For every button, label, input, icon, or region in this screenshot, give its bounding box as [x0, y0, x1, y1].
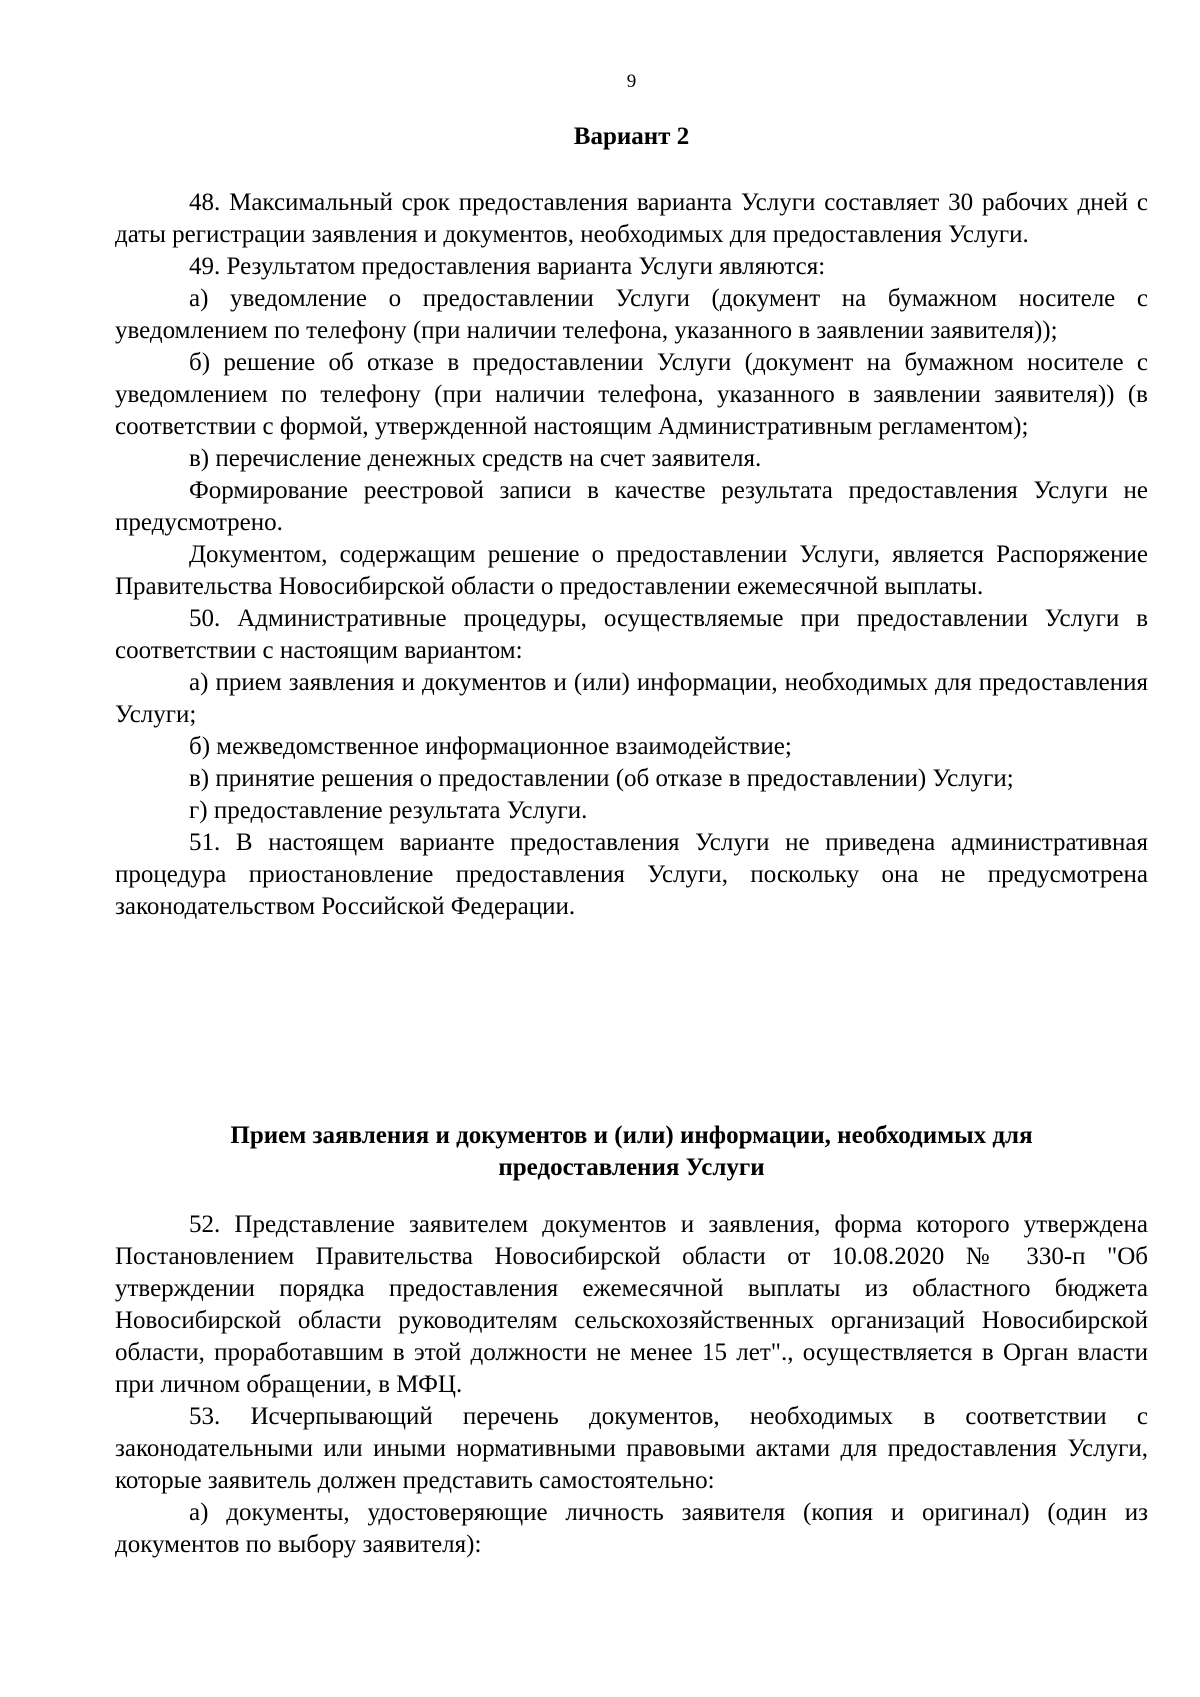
paragraph-49-a: а) уведомление о предоставлении Услуги (документ на бумажном носителе с уведомлением по телефону (при наличии телефона, указанного в заявлении заявителя));	[115, 285, 1148, 344]
paragraph-50-a: а) прием заявления и документов и (или) информации, необходимых для предоставления Услуги;	[115, 669, 1148, 728]
variant-body	[115, 187, 1148, 923]
paragraph-50: 50. Административные процедуры, осуществляемые при предоставлении Услуги в соответствии с настоящим вариантом:	[115, 605, 1148, 664]
paragraph-50-b: б) межведомственное информационное взаимодействие;	[189, 733, 792, 760]
section-body	[115, 1209, 1148, 1561]
paragraph-53: 53. Исчерпывающий перечень документов, необходимых в соответствии с законодательными или иными нормативными правовыми актами для предоставления Услуги, которые заявитель должен представить самостоятельно:	[115, 1403, 1148, 1494]
section-heading	[115, 1120, 1148, 1184]
page-number: 9	[626, 71, 637, 92]
paragraph-53-a: а) документы, удостоверяющие личность заявителя (копия и оригинал) (один из документов по выбору заявителя):	[115, 1499, 1148, 1558]
paragraph-49: 49. Результатом предоставления варианта Услуги являются:	[189, 253, 826, 280]
section-heading-line-2: предоставления Услуги	[498, 1154, 765, 1181]
paragraph-decision-document: Документом, содержащим решение о предоставлении Услуги, является Распоряжение Правительства Новосибирской области о предоставлении ежемесячной выплаты.	[115, 541, 1148, 600]
variant-heading: Вариант 2	[573, 123, 690, 150]
paragraph-50-c: в) принятие решения о предоставлении (об отказе в предоставлении) Услуги;	[189, 765, 1014, 792]
section-heading-line-1: Прием заявления и документов и (или) информации, необходимых для	[230, 1122, 1033, 1149]
paragraph-registry-note: Формирование реестровой записи в качестве результата предоставления Услуги не предусмотрено.	[115, 477, 1148, 536]
paragraph-48: 48. Максимальный срок предоставления варианта Услуги составляет 30 рабочих дней с даты регистрации заявления и документов, необходимых для предоставления Услуги.	[115, 189, 1148, 248]
paragraph-52: 52. Представление заявителем документов и заявления, форма которого утверждена Постановлением Правительства Новосибирской области от 10.08.2020 № 330-п "Об утверждении порядка предоставления ежемесячной выплаты из областного бюджета Новосибирской области руководителям сельскохозяйственных организаций Новосибирской области, проработавшим в этой должности не менее 15 лет"., осуществляется в Орган власти при личном обращении, в МФЦ.	[115, 1211, 1148, 1398]
paragraph-51: 51. В настоящем варианте предоставления Услуги не приведена административная процедура приостановление предоставления Услуги, поскольку она не предусмотрена законодательством Российской Федерации.	[115, 829, 1148, 920]
paragraph-50-d: г) предоставление результата Услуги.	[189, 797, 588, 824]
paragraph-49-c: в) перечисление денежных средств на счет заявителя.	[189, 445, 762, 472]
paragraph-49-b: б) решение об отказе в предоставлении Услуги (документ на бумажном носителе с уведомлением по телефону (при наличии телефона, указанного в заявлении заявителя)) (в соответствии с формой, утвержденной настоящим Административным регламентом);	[115, 349, 1148, 440]
